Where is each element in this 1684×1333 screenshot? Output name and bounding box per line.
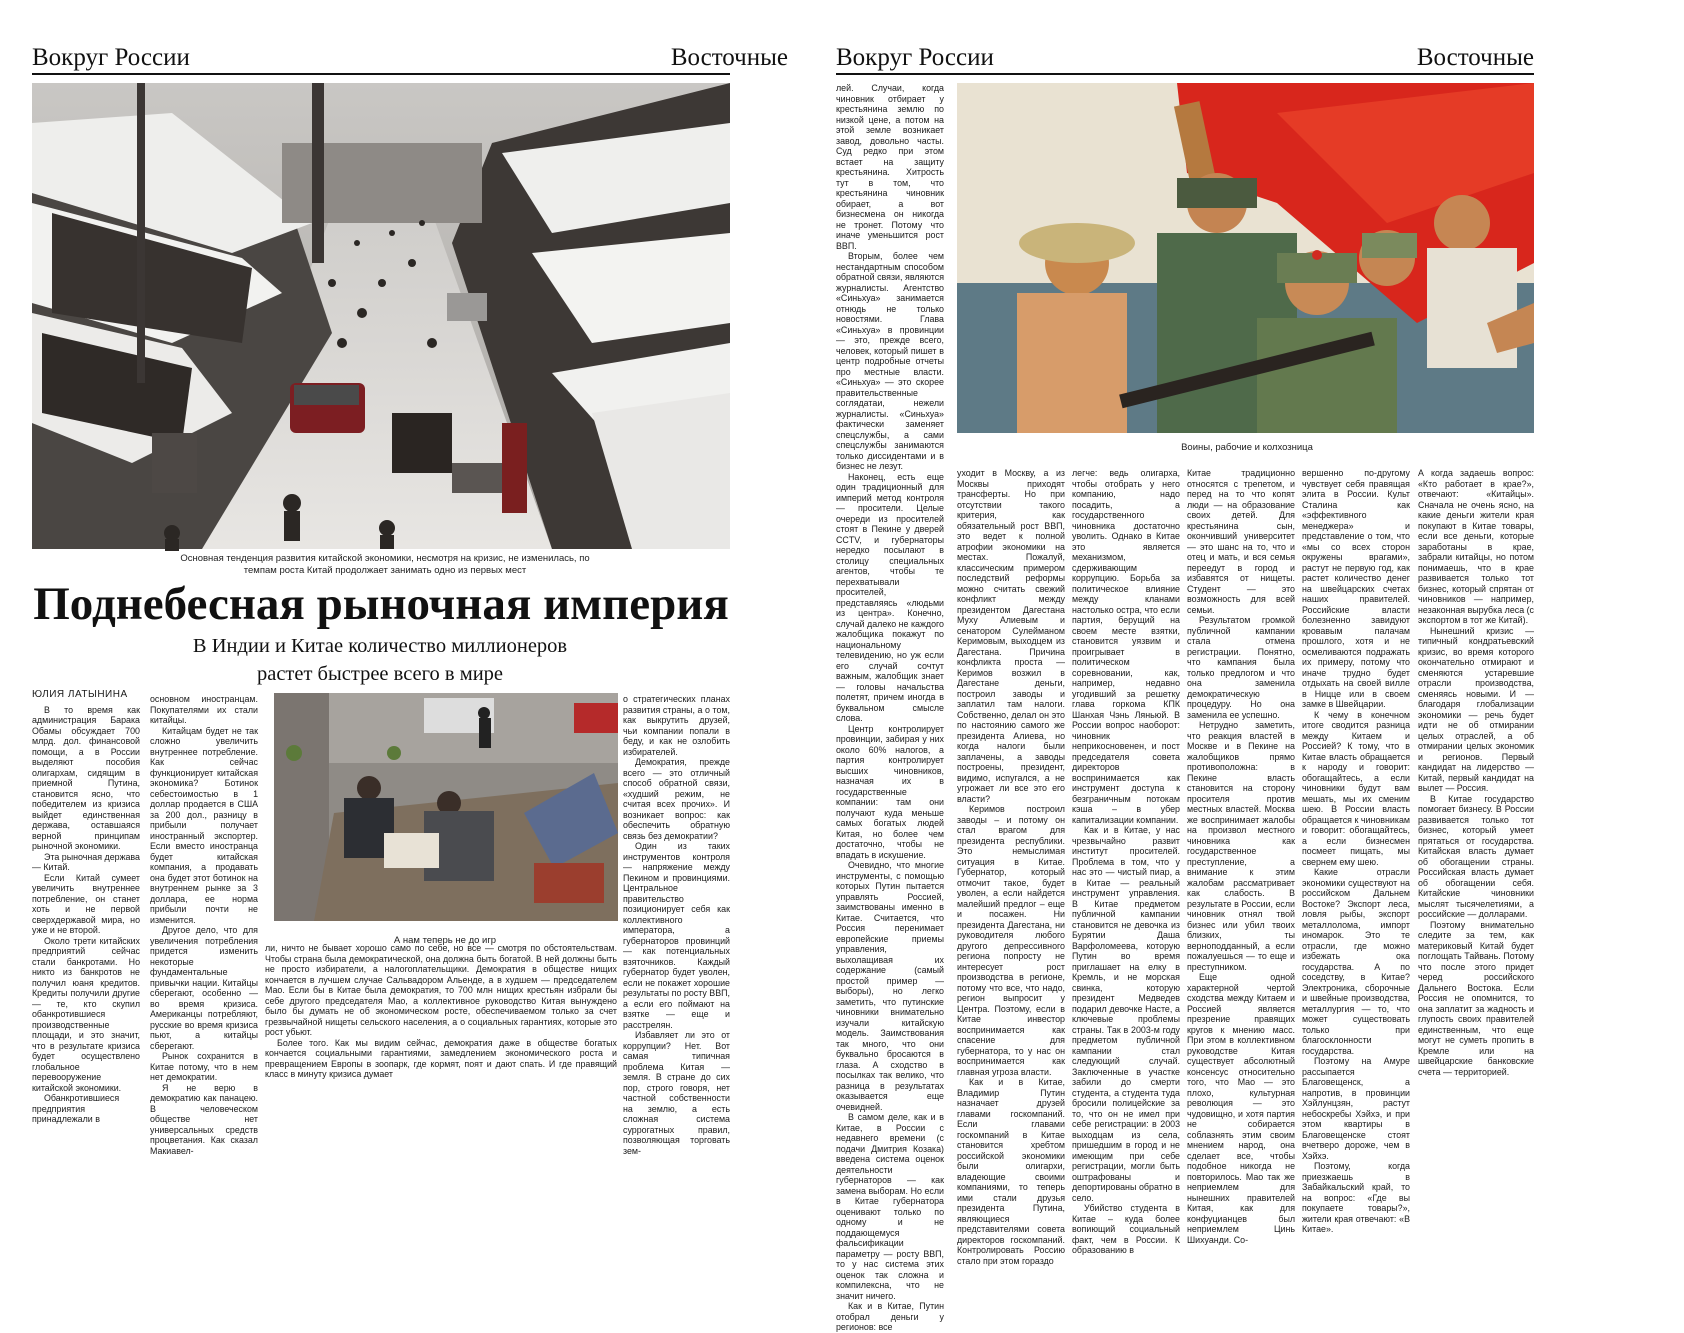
caption-line: Основная тенденция развития китайской экономики, несмотря на кризис, не изменилась, по — [180, 553, 590, 564]
paragraph: Вторым, более чем нестандартным способом обратной связи, являются журналисты. Агентство «Синьхуа» занимается отнюдь не только новостями. Глава «Синьхуа» в провинции — это, прежде всего, человек, который пишет в центр подробные отчеты про местные власти. «Синьхуа» — это скорее правительственные соглядатаи, нежели журналисты. «Синьхуа» фактически заменяет спецслужбы, а сами спецслужбы занимаются только диссидентами и в бизнес не лезут. — [836, 251, 944, 471]
headline: Поднебесная рыночная империя — [33, 578, 729, 630]
paragraph: уходит в Москву, а из Москвы приходят трансферты. Но при отсутствии такого критерия, как обязательный рост ВВП, это ведет к полной атрофии экономики на местах. Пожалуй, классическим примером последствий реформы можно считать свежий конфликт между президентом Дагестана Муху Алиевым и сенатором Сулейманом Керимовым, выходцем из Дагестана. Причина конфликта проста — Керимов возжил в Дагестане деньги, построил заводы и заплатил там налоги. Собственно, делал он это по настоянию самого же президента Алиева, но когда налоги были заплачены, а заводы построены, президент, видимо, испугался, а не угрожает ли все это его власти? — [957, 468, 1065, 804]
paragraph: Около трети китайских предприятий сейчас стали банкротами. Но никто из банкротов не получил юаня кредитов. Кредиты получили другие — те, кто скупил обанкротившиеся производственные площади, и это значит, что в результате кризиса будет осуществлено глобальное перевооружение китайской экономики. — [32, 935, 140, 1093]
article-column-5 — [1302, 468, 1410, 1234]
paragraph: Как и в Китае, Путин отобрал деньги у регионов: все — [836, 1301, 944, 1332]
article-column-2 — [957, 468, 1065, 1266]
paragraph: Демократия, прежде всего — это отличный способ обратной связи, «худший режим, не считая всех прочих». И возникает вопрос: как обеспечить обратную связь без демократии? — [623, 757, 730, 841]
paragraph: Керимов построил заводы – и потому он стал врагом для президента республики. Это немыслимая ситуация в Китае. Губернатор, который отмочит такое, будет уволен, а если найдется малейший предлог – еще и посажен. Ни президента Дагестана, ни руководителя любого другого депрессивного региона попросту не интересует рост производства в регионе, потому что все, что надо, регион выпросит у Центра. Поэтому, если в Китае инвестор воспринимается как спасение для губернатора, то у нас он воспринимается как главная угроза власти. — [957, 804, 1065, 1077]
article-column-3-4 — [265, 943, 617, 1079]
paragraph: Рынок сохранится в Китае потому, что в нем нет демократии. — [150, 1051, 258, 1082]
paragraph: Центр контролирует провинции, забирая у них около 60% налогов, а партия контролирует высших чиновников, назначая их в государственные компании: там они получают куда меньше самых богатых людей Китая, но более чем достаточно, чтобы не впадать в искушение. — [836, 723, 944, 860]
paragraph: Нетрудно заметить, что реакция властей в Москве и в Пекине на жалобщиков прямо противоположна: в Пекине власть становится на сторону просителя против местных властей. Москва же воспринимает жалобы на произвол местного чиновника как государственное преступление, а внимание к этим жалобам рассматривает как слабость. В результате в России, если чиновник отнял твой бизнес или убил твоих близких, ты верноподданный, а если пожалуешься — то еще и преступником. — [1187, 720, 1295, 972]
propaganda-poster — [957, 83, 1534, 433]
inset-photo-caption: А нам теперь не до игр — [393, 935, 497, 946]
paragraph: Поэтому на Амуре рассыпается Благовещенск, а напротив, в провинции Хэйлунцзян, растут небоскребы Хэйхэ, и при этом квартиры в Благовещенске стоят вчетверо дороже, чем в Хэйхэ. — [1302, 1056, 1410, 1161]
article-column-5 — [623, 694, 730, 1156]
paragraph: В то время как администрация Барака Обамы обсуждает 700 млрд. дол. финансовой помощи, а в России выделяют пособия олигархам, сидящим в приемной Путина, становится ясно, что победителем из кризиса выйдет единственная держава, оставшаяся верной принципам рыночной экономики. — [32, 704, 140, 851]
article-column-2 — [150, 694, 258, 1156]
left-page — [0, 0, 842, 1191]
header-rule — [32, 73, 730, 75]
main-photo — [32, 83, 730, 549]
caption-line: темпам роста Китай продолжает занимать одно из первых мест — [243, 565, 527, 576]
subheadline-line: растет быстрее всего в мире — [256, 663, 504, 685]
paragraph: о стратегических планах развития страны, а о том, как выкрутить друзей, чьи компании попали в беду, и как не озлобить избирателей. — [623, 694, 730, 757]
paragraph: лей. Случаи, когда чиновник отбирает у крестьянина землю по низкой цене, а потом на этой земле возникает завод, довольно часты. Суд редко при этом встает на защиту крестьянина. Хитрость тут в том, что крестьянина чиновник обирает, а вот бизнесмена он никогда не тронет. Потому что иначе уменьшится рост ВВП. — [836, 83, 944, 251]
running-head-right: Восточные — [1416, 44, 1534, 71]
subheadline — [130, 632, 630, 688]
paragraph: Китае традиционно относятся с трепетом, и перед на то что копят люди — на образование своих детей. Для крестьянина сын, окончивший университет — это шанс на то, что и отец и мать, и вся семья переедут в город и избавятся от нищеты. Студент — это возможность для всей семьи. — [1187, 468, 1295, 615]
paragraph: К чему в конечном итоге сводится разница между Китаем и Россией? К тому, что в Китае власть обращается к народу и говорит: обогащайтесь, а если чиновники будут вам мешать, мы их сменим шею. В России власть обращается к чиновникам и говорит: обогащайтесь, а если бизнесмен посмеет пищать, мы свернем ему шею. — [1302, 709, 1410, 867]
byline: ЮЛИЯ ЛАТЫНИНА — [32, 689, 128, 700]
paragraph: Как и в Китае, Владимир Путин назначает друзей главами госкомпаний. Если главами госкомпаний в Китае становится хребтом российской экономики были олигархи, владеющие своими компаниями, то теперь ими стали друзья президента Путина, являющиеся представителями совета директоров госкомпаний. Контролировать Россию стало при этом гораздо — [957, 1077, 1065, 1266]
paragraph: Один из таких инструментов контроля — напряжение между Пекином и провинциями. Центральное правительство позиционирует себя как коллективного императора, а губернаторов провинций — как потенциальных взяточников. Каждый губернатор будет уволен, если не покажет хорошие результаты по росту ВВП, а если его поймают на взятке — еще и расстрелян. — [623, 841, 730, 1030]
paragraph: основном иностранцам. Покупателями их стали китайцы. — [150, 694, 258, 725]
paragraph: Поэтому, когда приезжаешь в Забайкальский край, то на вопрос: «Где вы покупаете товары?», жители края отвечают: «В Китае». — [1302, 1161, 1410, 1234]
paragraph: Я не верю в демократию как панацею. В человеческом обществе нет универсальных средств процветания. Как сказал Макиавел- — [150, 1082, 258, 1156]
paragraph: Нынешний кризис — типичный кондратьевский кризис, во время которого окончательно отмирают и сменяются устаревшие отрасли производства, сменяясь новыми. И — благодаря глобализации экономики — речь будет идти не об отмирании целых отраслей, а об отмирании целых экономик и регионов. Первый кандидат на лидерство — Китай, первый кандидат на вылет — Россия. — [1418, 625, 1534, 793]
article-column-3 — [1072, 468, 1180, 1255]
paragraph: Еще одной характерной чертой сходства между Китаем и Россией является презрение правящих кругов к мнению масс. При этом в коллективном руководстве Китая существует абсолютный консенсус относительно того, что Мао — это плохо, культурная революция — это чудовищно, и хотя партия не собирается соблазнять этим своим мнением народ, она сделает все, чтобы подобное никогда не повторилось. Мао так же неприемлем для нынешних правителей Китая, как для конфуцианцев был неприемлем Цинь Шихуанди. Со- — [1187, 972, 1295, 1245]
paragraph: В Китае государство помогает бизнесу. В России развивается только тот бизнес, который умеет прятаться от государства. Китайская власть думает об обогащении страны. Российская власть думает об обогащении себя. Китайские чиновники мыслят тысячелетиями, а российские — долларами. — [1418, 793, 1534, 919]
subheadline-line: В Индии и Китае количество миллионеров — [192, 635, 568, 657]
paragraph: Очевидно, что многие инструменты, с помощью которых Путин пытается управлять Россией, заимствованы именно в Китае. Считается, что Россия перенимает европейские приемы управления, выхолащивая их содержание (самый простой пример — выборы), но легко заметить, что путинские чиновники внимательно изучали китайскую модель. Заимствования так много, что они буквально бросаются в глаза. А сходство в посылках так велико, что разница в результатах оказывается еще очевидней. — [836, 860, 944, 1112]
article-column-4 — [1187, 468, 1295, 1245]
paragraph: Обанкротившиеся предприятия принадлежали в — [32, 1093, 120, 1124]
article-column-1 — [836, 83, 944, 1332]
paragraph: Эта рыночная держава — Китай. — [32, 851, 140, 872]
article-column-1 — [32, 689, 140, 1124]
running-head-left: Вокруг России — [836, 44, 994, 71]
poster-image — [957, 83, 1534, 433]
main-photo-caption — [150, 553, 620, 577]
header-rule — [836, 73, 1534, 75]
paragraph: Избавляет ли это от коррупции? Нет. Вот самая типичная проблема Китая — земля. В стране до сих пор, строго говоря, нет частной собственности на землю, а есть сложная система суррогатных правил, позволяющая торговать зем- — [623, 1030, 730, 1156]
inset-photo — [274, 693, 618, 921]
paragraph: Поэтому внимательно следите за тем, как материковый Китай будет поглощать Тайвань. Потому что после этого придет черед российского Дальнего Востока. Если Россия не опомнится, то она заплатит за жадность и глупость своих правителей единственным, что еще могут не суметь пропить в Кремле или на швейцарские банковские счета — территорией. — [1418, 919, 1534, 1077]
paragraph: вершенно по-другому чувствует себя правящая элита в России. Культ Сталина как «эффективного менеджера» и представление о том, что «мы со всех сторон окружены врагами», растут не первую год, как растет количество денег на швейцарских счетах наших правителей. Российские власти болезненно завидуют кровавым палачам прошлого, хотя и не осмеливаются подражать их примеру, потому что иначе трудно будет отдыхать на своей вилле в Ницце или в своем замке в Швейцарии. — [1302, 468, 1410, 709]
running-head-left: Вокруг России — [32, 44, 190, 71]
street-game-image — [274, 693, 618, 921]
paragraph: легче: ведь олигарха, чтобы отобрать у него компанию, надо посадить, а государственного чиновника достаточно уволить. Однако в Китае это является механизмом, сдерживающим коррупцию. Борьба за политическое влияние между кланами настолько остра, что если партия, берущий на своем месте взятки, становится уязвим и проигрывает в политическом соревновании, как, например, недавно угодивший за решетку глава горкома КПК Шанхая Чэнь Ляньюй. В России вопрос наоборот: чиновник неприкосновенен, и пост председателя совета директоров воспринимается как инструмент доступа к безграничным потокам кэша – в убер капитализации компании. — [1072, 468, 1180, 825]
right-page — [836, 0, 1684, 1332]
article-column-6 — [1418, 468, 1534, 1077]
paragraph: А когда задаешь вопрос: «Кто работает в крае?», отвечают: «Китайцы». Сначала не очень ясно, на какие деньги жители края покупают в Китае товары, если все деньги, которые заработаны в крае, забрали китайцы, но потом понимаешь, что в крае развивается только тот бизнес, который спрятан от чиновников — например, незаконная вырубка леса (с экспортом в тот же Китай). — [1418, 468, 1534, 625]
paragraph: Какие отрасли экономики существуют на российском Дальнем Востоке? Экспорт леса, ловля рыбы, экспорт металлолома, импорт иномарок. Это те отрасли, где можно избежать ока государства. А по соседству, в Китае? Электроника, сборочные и швейные производства, металлургия — то, что может существовать только при благосклонности государства. — [1302, 867, 1410, 1056]
paragraph: Китайцам будет не так сложно увеличить внутреннее потребление. Как сейчас функционирует китайская экономика? Ботинок себестоимостью в 1 доллар продается в США за 200 дол., разницу в прибыли получает иностранный экспортер. Если вместо иностранца будет китайская компания, а продавать она будет этот ботинок на внутреннем рынке за 3 доллара, ее норма прибыли почти не изменится. — [150, 725, 258, 925]
paragraph: Если Китай сумеет увеличить внутреннее потребление, он станет хоть и не первой сверхдержавой мира, но уже и не второй. — [32, 872, 140, 935]
paragraph: Убийство студента в Китае – куда более вопиющий социальный факт, чем в России. К образованию в — [1072, 1203, 1180, 1255]
paragraph: Результатом громкой публичной кампании стала отмена регистрации. Понятно, что кампания была только предлогом и что она заменила демократическую процедуру. Но она заменила ее успешно. — [1187, 615, 1295, 720]
paragraph: Как и в Китае, у нас чрезвычайно развит институт просителей. Проблема в том, что у нас это — чистый пиар, а в Китае — реальный инструмент управления. В Китае предметом публичной кампании становится не девочка из Бурятии Даша Варфоломеева, которую Путин во время приглашает на елку в Кремль, и не морская свинка, которую президент Медведев подарил девочке Насте, а ключевые проблемы страны. Так в 2003-м году предметом публичной кампании стал следующий случай. Заключенные в участке забили до смерти студента, а студента туда бросили полицейские за то, что он не имел при себе регистрации: в 2003 выходцам из села, пришедшим в город и не имеющим при себе регистрации, могли быть оштрафованы и депортированы обратно в село. — [1072, 825, 1180, 1203]
paragraph: Более того. Как мы видим сейчас, демократия даже в обществе богатых кончается социальными гарантиями, замедлением экономического роста и превращением Европы в зоопарк, где кормят, поят и дают спать. И где правящий класс в минуту кризиса думает — [265, 1037, 617, 1079]
paragraph: ли, ничто не бывает хорошо само по себе, но все — смотря по обстоятельствам. Чтобы страна была демократической, она должна быть богатой. В ней должны быть не просто избиратели, а налогоплательщики. Демократия в обществе нищих кончается в лучшем случае Сальвадором Альенде, а в худшем — председателем Мао. Если бы в Китае была демократия, то 700 млн нищих крестьян избрали бы себе другого председателя Мао, а коллективное руководство Китая вынуждено было бы думать не об экономическом росте, обеспечиваемом только за счет грезвычайной нищеты сельского населения, а о социальных гарантиях, которые это рост убьют. — [265, 943, 617, 1037]
poster-caption: Воины, рабочие и колхозница — [1181, 442, 1313, 453]
paragraph: Другое дело, что для увеличения потребления придется изменить некоторые фундаментальные привычки нации. Китайцы сберегают, особенно — во время кризиса. Американцы потребляют, русские во время кризиса пьют, а китайцы сберегают. — [150, 925, 258, 1051]
running-head-right: Восточные — [670, 44, 788, 71]
paragraph: Наконец, есть еще один традиционный для империй метод контроля — просители. Целые очереди из просителей стоят в Пекине у дверей CCTV, и губернаторы нередко посылают в столицу специальных агентов, чтобы те перехватывали просителей, представляясь «людьми из центра». Конечно, случай далеко не каждого жалобщика покажут по национальному телевидению, но уж если его случай сочтут важным, жалобщик знает — головы начальства полетят, причем иногда в буквальном смысле слова. — [836, 471, 944, 723]
snowy-village-street-image — [32, 83, 730, 549]
paragraph: В самом деле, как и в Китае, в России с недавнего времени (с подачи Дмитрия Козака) введена система оценок деятельности губернаторов — как замена выборам. Но если в Китае губернатора оценивают только по одному и не поддающемуся фальсификации параметру — росту ВВП, то у нас система этих оценок так сложна и компилексна, что не значит ничего. — [836, 1112, 944, 1301]
